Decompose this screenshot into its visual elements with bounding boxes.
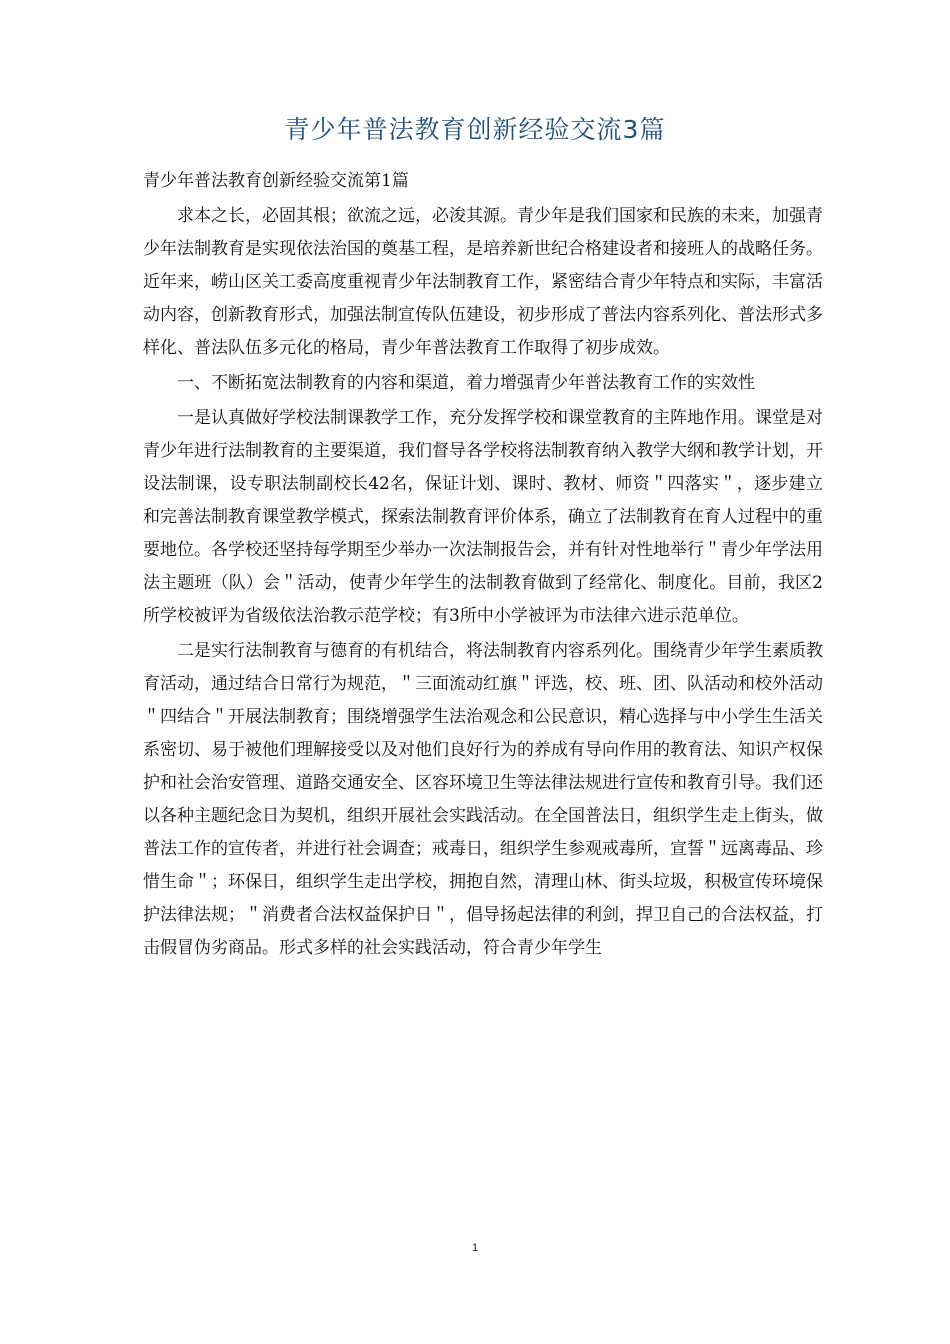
paragraph-intro: 求本之长，必固其根；欲流之远，必浚其源。青少年是我们国家和民族的未来，加强青少年法制教育是实现依法治国的奠基工程，是培养新世纪合格建设者和接班人的战略任务。近年来，崂山区关工委高度重视青少年法制教育工作，紧密结合青少年特点和实际，丰富活动内容，创新教育形式，加强法制宣传队伍建设，初步形成了普法内容系列化、普法形式多样化、普法队伍多元化的格局，青少年普法教育工作取得了初步成效。 [143,206,823,358]
body-text [143,200,823,967]
paragraph-heading-one: 一、不断拓宽法制教育的内容和渠道，着力增强青少年普法教育工作的实效性 [177,373,755,393]
section-heading: 青少年普法教育创新经验交流第1篇 [143,171,409,191]
paragraph-point-two: 二是实行法制教育与德育的有机结合，将法制教育内容系列化。围绕青少年学生素质教育活动，通过结合日常行为规范，＂三面流动红旗＂评选，校、班、团、队活动和校外活动＂四结合＂开展法制教育；围绕增强学生法治观念和公民意识，精心选择与中小学生生活关系密切、易于被他们理解接受以及对他们良好行为的养成有导向作用的教育法、知识产权保护和社会治安管理、道路交通安全、区容环境卫生等法律法规进行宣传和教育引导。我们还以各种主题纪念日为契机，组织开展社会实践活动。在全国普法日，组织学生走上街头，做普法工作的宣传者，并进行社会调查；戒毒日，组织学生参观戒毒所，宣誓＂远离毒品、珍惜生命＂；环保日，组织学生走出学校，拥抱自然，清理山林、街头垃圾，积极宣传环境保护法律法规；＂消费者合法权益保护日＂，倡导扬起法律的利剑，捍卫自己的合法权益，打击假冒伪劣商品。形式多样的社会实践活动，符合青少年学生 [143,641,823,958]
page-number: 1 [471,1242,479,1254]
document-title: 青少年普法教育创新经验交流3篇 [284,115,666,144]
paragraph-point-one: 一是认真做好学校法制课教学工作，充分发挥学校和课堂教育的主阵地作用。课堂是对青少年进行法制教育的主要渠道，我们督导各学校将法制教育纳入教学大纲和教学计划，开设法制课，设专职法制副校长42名，保证计划、课时、教材、师资＂四落实＂，逐步建立和完善法制教育课堂教学模式，探索法制教育评价体系，确立了法制教育在育人过程中的重要地位。各学校还坚持每学期至少举办一次法制报告会，并有针对性地举行＂青少年学法用法主题班（队）会＂活动，使青少年学生的法制教育做到了经常化、制度化。目前，我区2所学校被评为省级依法治教示范学校；有3所中小学被评为市法律六进示范单位。 [143,408,823,626]
